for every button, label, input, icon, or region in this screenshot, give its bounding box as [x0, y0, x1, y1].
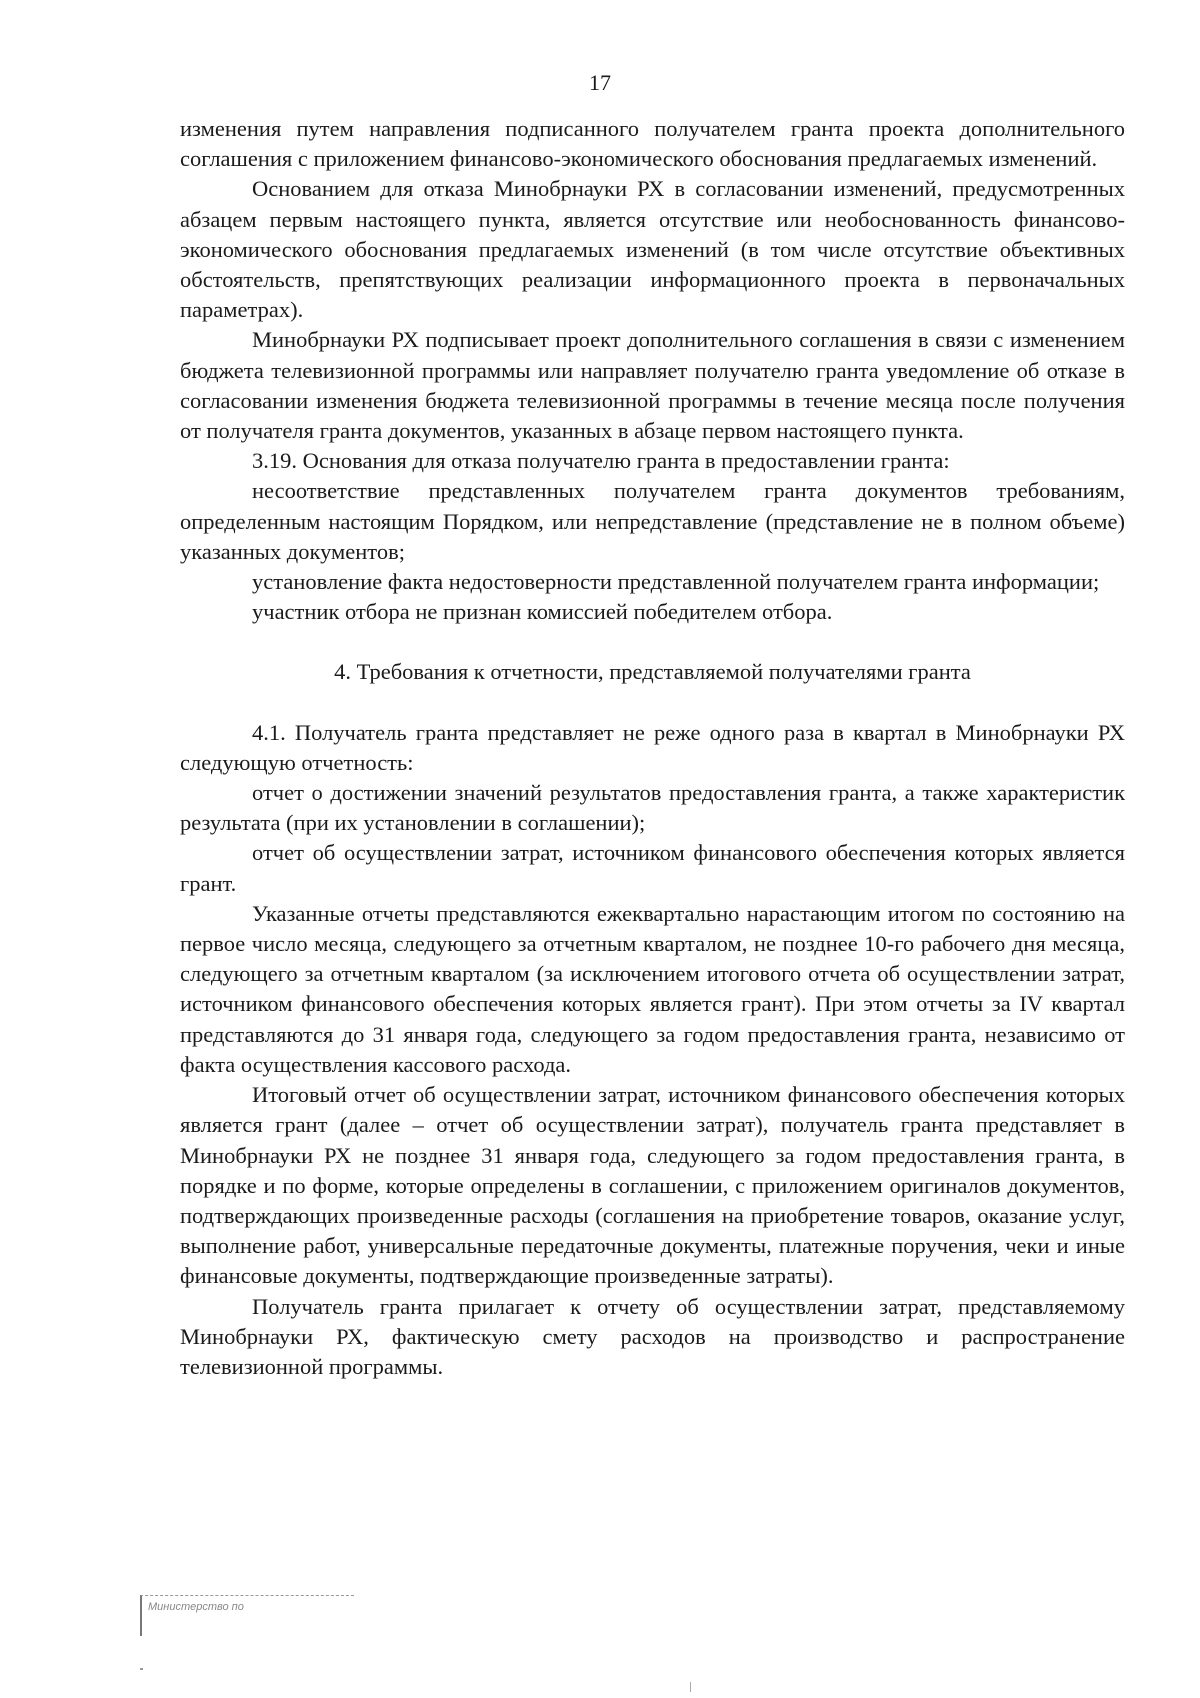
paragraph: участник отбора не признан комиссией победителем отбора. [252, 599, 833, 625]
paragraph: Получатель гранта прилагает к отчету об осуществлении затрат, представляемому Минобрнауки РХ, фактическую смету расходов на производство и распространение телевизионной программы. [180, 1293, 1125, 1379]
paragraph: несоответствие представленных получателем гранта документов требованиям, определенным настоящим Порядком, или непредставление (представление не в полном объеме) указанных документов; [180, 478, 1125, 564]
registration-stamp [140, 1595, 354, 1636]
paragraph: Основанием для отказа Минобрнауки РХ в согласовании изменений, предусмотренных абзацем первым настоящего пункта, является отсутствие или необоснованность финансово-экономического обоснования предлагаемых изменений (в том числе отсутствие объективных обстоятельств, препятствующих реализации информационного проекта в первоначальных параметрах). [180, 176, 1125, 323]
paragraph: Минобрнауки РХ подписывает проект дополнительного соглашения в связи с изменением бюджета телевизионной программы или направляет получателю гранта уведомление об отказе в согласовании изменения бюджета телевизионной программы в течение месяца после получения от получателя гранта документов, указанных в абзаце первом настоящего пункта. [180, 327, 1125, 444]
stamp-line: Министерство по [148, 1601, 244, 1613]
scan-mark [140, 1668, 143, 1670]
paragraph: отчет об осуществлении затрат, источником финансового обеспечения которых является грант. [180, 840, 1125, 896]
paragraph: установление факта недостоверности представленной получателем гранта информации; [252, 569, 1100, 595]
paragraph: 3.19. Основания для отказа получателю гранта в предоставлении гранта: [252, 448, 950, 474]
paragraph: 4.1. Получатель гранта представляет не реже одного раза в квартал в Минобрнауки РХ следующую отчетность: [180, 719, 1125, 775]
page-number: 17 [589, 70, 611, 95]
paragraph: изменения путем направления подписанного получателем гранта проекта дополнительного соглашения с приложением финансово-экономического обоснования предлагаемых изменений. [180, 116, 1125, 172]
paragraph: Итоговый отчет об осуществлении затрат, источником финансового обеспечения которых является грант (далее – отчет об осуществлении затрат), получатель гранта представляет в Минобрнауки РХ не позднее 31 января года, следующего за годом предоставления гранта, в порядке и по форме, которые определены в соглашении, с приложением оригиналов документов, подтверждающих произведенные расходы (соглашения на приобретение товаров, оказание услуг, выполнение работ, универсальные передаточные документы, платежные поручения, чеки и иные финансовые документы, подтверждающие произведенные затраты). [180, 1082, 1125, 1289]
scan-mark [690, 1682, 691, 1692]
paragraph: отчет о достижении значений результатов предоставления гранта, а также характеристик результата (при их установлении в соглашении); [180, 780, 1125, 836]
section-heading: 4. Требования к отчетности, представляемой получателями гранта [334, 659, 971, 685]
paragraph: Указанные отчеты представляются ежеквартально нарастающим итогом по состоянию на первое число месяца, следующего за отчетным кварталом, не позднее 10-го рабочего дня месяца, следующего за отчетным кварталом (за исключением итогового отчета об осуществлении затрат, источником финансового обеспечения которых является грант). При этом отчеты за IV квартал представляются до 31 января года, следующего за годом предоставления гранта, независимо от факта осуществления кассового расхода. [180, 900, 1125, 1077]
document-body [180, 114, 1125, 1382]
